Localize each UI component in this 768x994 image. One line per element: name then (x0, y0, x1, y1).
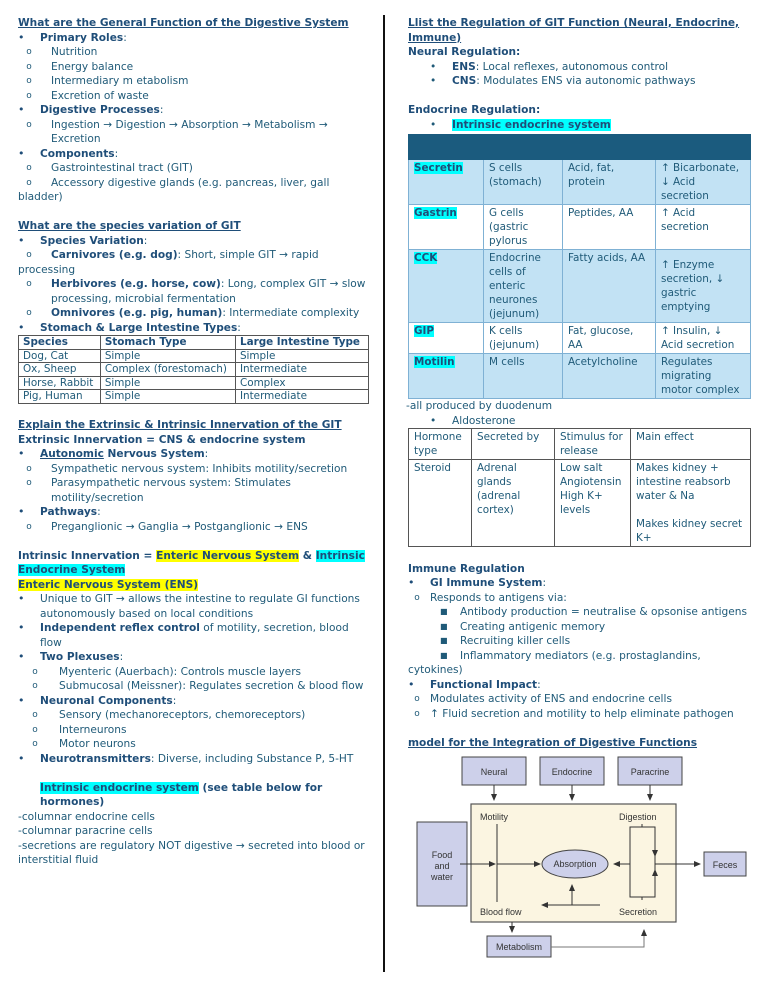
list-item: o ↑ Fluid secretion and motility to help eliminate pathogen (414, 707, 734, 720)
table-row: Pig, Human Simple Intermediate (19, 390, 369, 404)
table-row: Ox, Sheep Complex (forestomach) Intermediate (19, 363, 369, 377)
hormone-table (408, 134, 751, 399)
list-item: • Primary Roles: (18, 31, 368, 46)
svg-text:Absorption: Absorption (553, 859, 597, 869)
list-item-continuation: autonomously based on local conditions (40, 607, 254, 620)
list-item: • Components: (18, 147, 368, 162)
svg-text:and: and (434, 861, 450, 871)
paracrine-box (618, 757, 682, 785)
list-item: ■ Creating antigenic memory (440, 620, 606, 633)
list-item: o Preganglionic → Ganglia → Postganglionic → ENS (26, 520, 308, 533)
neural-heading: Neural Regulation: (408, 46, 521, 58)
list-item: o Modulates activity of ENS and endocrine cells (414, 693, 672, 705)
list-item: o Excretion of waste (26, 89, 149, 102)
list-item: o Energy balance (26, 60, 134, 73)
list-item: • Aldosterone (430, 414, 516, 427)
svg-text:Neural: Neural (480, 767, 508, 777)
list-item: • Functional Impact: (408, 678, 758, 693)
list-item: • Unique to GIT → allows the intestine to regulate GI functions (18, 592, 368, 607)
table-row: Steroid Adrenal glands (adrenal cortex) Low salt Angiotensin High K+ levels Makes kidney + intestine reabsorb water & Na Makes kidney secret K+ (409, 460, 751, 547)
ies-heading: Intrinsic endocrine system (see table below for hormones) (40, 781, 323, 808)
list-item: • Digestive Processes: (18, 103, 368, 118)
svg-text:Feces: Feces (712, 860, 738, 870)
motility-label: Motility (480, 812, 509, 822)
list-item: ■ Inflammatory mediators (e.g. prostaglandins, cytokines) (408, 649, 701, 676)
table-row: GIP K cells (jejunum) Fat, glucose, AA ↑ Insulin, ↓ Acid secretion (409, 323, 751, 354)
extrinsic-heading: Extrinsic Innervation = CNS & endocrine system (18, 433, 306, 446)
section-title-model: model for the Integration of Digestive Functions (408, 736, 698, 749)
list-item: o Myenteric (Auerbach): Controls muscle layers (32, 665, 302, 678)
food-box (417, 822, 467, 906)
list-item: o Accessory digestive glands (e.g. pancreas, liver, gall bladder) (18, 176, 330, 203)
endocrine-box (540, 757, 604, 785)
list-item: • Species Variation: (18, 234, 368, 249)
list-item: o Ingestion → Digestion → Absorption → Metabolism → (26, 118, 328, 131)
svg-text:Metabolism: Metabolism (495, 942, 543, 952)
list-item: o Intermediary m etabolism (26, 75, 189, 87)
list-item-continuation: processing, microbial fermentation (51, 292, 236, 305)
svg-text:Food: Food (431, 850, 453, 860)
species-table (18, 335, 369, 404)
section-title-innervation: Explain the Extrinsic & Intrinsic Innervation of the GIT (18, 419, 342, 431)
table-row: Secretin S cells (stomach) Acid, fat, protein ↑ Bicarbonate, ↓ Acid secretion (409, 160, 751, 205)
absorption-node (542, 850, 608, 878)
left-column: What are the General Function of the Digestive System • Primary Roles: o Nutrition o Energy balance o Intermediary m etabolism o Excretion of waste • Digestive Processes: o Ingestion → Digestion → Absorption → Metabolism → Excretion • Components: o Gastrointestinal tract (GIT) o Accessory digestive glands (e.g. pancreas, liver, gall bladder) What are the species variation of GIT • Species Variation: o Carnivores (e.g. dog): Short, simple GIT → rapid processing o Herbivores (e.g. horse, cow): Long, complex GIT → slow processing, microbial fermentation o Omnivores (e.g. pig, human): Intermediate complexity • Stomach & Large Intestine Types: Species Stomach Type Large Intestine Type Dog, Cat Simple Simple Ox, Sheep Complex (forestomach) Intermediate Horse, Rabbit Simple Complex Pig, Human Simple Intermediate Explain the Extrinsic & Intrinsic Innervation of the GIT Extrinsic Innervation = CNS & endocrine system • Autonomic Nervous System: o Sympathetic nervous system: Inhibits motility/secretion o Parasympathetic nervous system: Stimulates motility/secretion • Pathways: o Preganglionic → Ganglia → Postganglionic → ENS Intrinsic Innervation = Enteric Nervous System & Intrinsic Endocrine System Enteric Nervous System (ENS) • Unique to GIT → allows the intestine to regulate GI functions autonomously based on local conditions • Independent reflex control of motility, secretion, blood flow • Two Plexuses: o Myenteric (Auerbach): Controls muscle layers o Submucosal (Meissner): Regulates secretion & blood flow • Neuronal Components: o Sensory (mechanoreceptors, chemoreceptors) o Interneurons o Motor neurons • Neurotransmitters: Diverse, including Substance P, 5-HT Intrinsic endocrine system (see table below for hormones) -columnar endocrine cells -columnar paracrine cells -secretions are regulatory NOT digestive → secreted into blood or interstitial fluid (18, 16, 368, 868)
list-item: • Stomach & Large Intestine Types: (18, 321, 368, 336)
feces-box (704, 852, 746, 876)
list-item: ■ Antibody production = neutralise & opsonise antigens (440, 606, 748, 618)
table-row: Dog, Cat Simple Simple (19, 349, 369, 363)
immune-heading: Immune Regulation (408, 562, 525, 575)
list-item-continuation: motility/secretion (51, 491, 144, 504)
list-item: • ENS: Local reflexes, autonomous control (430, 60, 669, 73)
ens-heading: Enteric Nervous System (ENS) (18, 578, 199, 591)
table-header-row: Hormone type Secreted by Stimulus for release Main effect (409, 429, 751, 460)
list-item: • Pathways: (18, 505, 368, 520)
list-item: • Autonomic Nervous System: (18, 447, 368, 462)
list-item: o Omnivores (e.g. pig, human): Intermediate complexity (26, 307, 360, 319)
list-item: o Sensory (mechanoreceptors, chemoreceptors) (32, 709, 306, 721)
neural-box (462, 757, 526, 785)
section-title-regulation: Llist the Regulation of GIT Function (Neural, Endocrine, (408, 17, 740, 29)
list-item: o Submucosal (Meissner): Regulates secretion & blood flow (32, 680, 364, 692)
table-header-row: Species Stomach Type Large Intestine Type (19, 336, 369, 350)
list-item: • GI Immune System: (408, 576, 758, 591)
table-row: CCK Endocrine cells of enteric neurones (jejunum) Fatty acids, AA ↑ Enzyme secretion, ↓ gastric emptying (409, 250, 751, 323)
list-item: • Two Plexuses: (18, 650, 368, 665)
table-row: Horse, Rabbit Simple Complex (19, 376, 369, 390)
list-item: o Interneurons (32, 723, 127, 736)
column-divider (383, 15, 385, 972)
list-item: • Intrinsic endocrine system (430, 118, 611, 131)
blood-flow-label: Blood flow (480, 907, 522, 917)
endocrine-heading: Endocrine Regulation: (408, 104, 541, 116)
section-title-general: What are the General Function of the Digestive System (18, 17, 349, 29)
list-item: o Herbivores (e.g. horse, cow): Long, complex GIT → slow (26, 278, 366, 290)
list-item: o Motor neurons (32, 738, 136, 750)
secretion-label: Secretion (619, 907, 658, 917)
list-item: • CNS: Modulates ENS via autonomic pathways (430, 75, 696, 87)
list-item: o Parasympathetic nervous system: Stimulates (26, 477, 291, 489)
list-item: o Sympathetic nervous system: Inhibits motility/secretion (26, 462, 348, 475)
list-item: o Responds to antigens via: (414, 591, 567, 604)
table-row: Gastrin G cells (gastric pylorus Peptides, AA ↑ Acid secretion (409, 205, 751, 250)
digestion-label: Digestion (619, 812, 657, 822)
svg-text:Paracrine: Paracrine (630, 767, 670, 777)
right-column: Llist the Regulation of GIT Function (Neural, Endocrine, Immune) Neural Regulation: • ENS: Local reflexes, autonomous control • CNS: Modulates ENS via autonomic pathways Endocrine Regulation: • Intrinsic endocrine system Secretin S cells (stomach) Acid, fat, protein ↑ Bicarbonate, ↓ Acid secretion Gastrin G cells (gastric pylorus Peptides, AA ↑ Acid secretion CCK Endocrine cells of enteric neurones (jejunum) Fatty acids, AA ↑ Enzyme secretion, ↓ gastric emptying GIP K cells (jejunum) Fat, glucose, AA ↑ Insulin, ↓ Acid secretion Motilin M cells Acetylcholine Regulates migrating motor complex -all produced by duodenum • Aldosterone Hormone type Secreted by Stimulus for release Main effect Steroid Adrenal glands (adrenal cortex) Low salt Angiotensin High K+ levels Makes kidney + intestine reabsorb water & Na Makes kidney secret K+ Immune Regulation • GI Immune System: o Responds to antigens via: ■ Antibody production = neutralise & opsonise antigens ■ Creating antigenic memory ■ Recruiting killer cells ■ Inflammatory mediators (e.g. prostaglandins, cytokines) • Functional Impact: o Modulates activity of ENS and endocrine cells o ↑ Fluid secretion and motility to help eliminate pathogen model for the Integration of Digestive Functions (408, 16, 758, 750)
list-item-continuation: Excretion (51, 133, 101, 145)
list-item: o Carnivores (e.g. dog): Short, simple GIT → rapid processing (18, 249, 319, 276)
list-item: ■ Recruiting killer cells (440, 635, 571, 647)
svg-text:water: water (430, 872, 454, 882)
list-item: • Neuronal Components: (18, 694, 368, 709)
list-item: o Gastrointestinal tract (GIT) (26, 162, 193, 174)
metabolism-box (487, 936, 551, 957)
integration-diagram (412, 752, 752, 972)
table-header-row (409, 135, 751, 160)
svg-text:Endocrine: Endocrine (551, 767, 593, 777)
table-row: Motilin M cells Acetylcholine Regulates migrating motor complex (409, 354, 751, 399)
section-title-species: What are the species variation of GIT (18, 220, 241, 232)
aldosterone-table (408, 428, 751, 547)
intrinsic-heading: Intrinsic Innervation = Enteric Nervous System & Intrinsic (18, 549, 365, 562)
duodenum-note: -all produced by duodenum (406, 400, 553, 412)
list-item: • Independent reflex control of motility, secretion, blood flow (18, 621, 368, 650)
list-item: o Nutrition (26, 46, 98, 58)
list-item: • Neurotransmitters: Diverse, including Substance P, 5-HT (18, 752, 368, 767)
